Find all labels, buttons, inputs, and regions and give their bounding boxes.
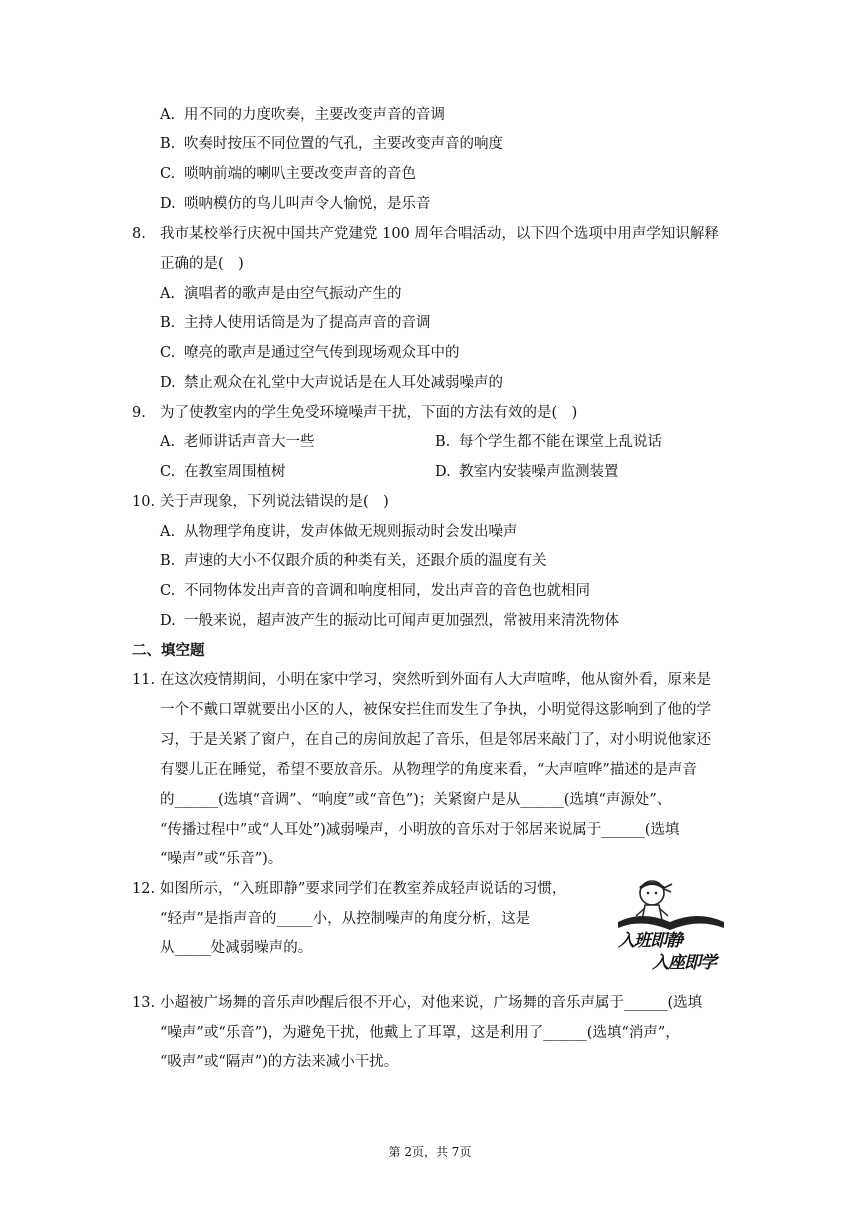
- option-letter: B.: [435, 434, 451, 450]
- q12-line: “轻声”是指声音的_____小，从控制噪声的角度分析，这是: [160, 911, 531, 927]
- q8-option-d: [160, 373, 503, 393]
- option-letter: A.: [160, 286, 176, 302]
- q8-stem-line: 我市某校举行庆祝中国共产党建党 100 周年合唱活动，以下四个选项中用声学知识解释: [160, 226, 719, 242]
- option-text: 演唱者的歌声是由空气振动产生的: [184, 286, 402, 302]
- q13-line: “吸声”或“隔声”)的方法来减小干扰。: [160, 1054, 399, 1070]
- q8-number: 8.: [132, 226, 146, 242]
- figure-headband-tail: [664, 884, 672, 892]
- q11-line: 习，于是关紧了窗户，在自己的房间放起了音乐，但是邻居来敲门了，对小明说他家还: [160, 732, 711, 748]
- option-text: 唢呐前端的喇叭主要改变声音的音色: [184, 166, 416, 182]
- option-letter: D.: [435, 464, 451, 480]
- page-footer: 第 2页，共 7页: [388, 1145, 472, 1159]
- q9-option-a: [160, 432, 315, 452]
- q9-stem: 为了使教室内的学生免受环境噪声干扰，下面的方法有效的是( ): [160, 405, 578, 421]
- option-letter: C.: [160, 345, 176, 361]
- q10-option-a: [160, 522, 518, 542]
- option-letter: D.: [160, 613, 176, 629]
- option-letter: B.: [160, 553, 176, 569]
- option-letter: D.: [160, 375, 176, 391]
- q10-stem: 关于声现象，下列说法错误的是( ): [160, 494, 389, 510]
- option-letter: A.: [160, 434, 176, 450]
- q7-option-c: [160, 164, 416, 184]
- q11-line: 一个不戴口罩就要出小区的人，被保安拦住而发生了争执，小明觉得这影响到了他的学: [160, 702, 711, 718]
- q13-line: 小超被广场舞的音乐声吵醒后很不开心，对他来说，广场舞的音乐声属于______(选填: [160, 995, 703, 1011]
- option-text: 声速的大小不仅跟介质的种类有关，还跟介质的温度有关: [184, 553, 547, 569]
- q11-line: 的______(选填“音调”、“响度”或“音色”)；关紧窗户是从______(选填“声源处”、: [160, 792, 672, 808]
- q8-option-a: [160, 284, 402, 304]
- option-text: 嘹亮的歌声是通过空气传到现场观众耳中的: [184, 345, 460, 361]
- option-text: 一般来说，超声波产生的振动比可闻声更加强烈，常被用来清洗物体: [184, 613, 619, 629]
- q13-number: 13.: [132, 995, 156, 1011]
- figure-eye: [655, 892, 658, 895]
- q12-figure: [612, 876, 732, 976]
- q13-line: “噪声”或“乐音”)，为避免干扰，他戴上了耳罩，这是利用了______(选填“消声”，: [160, 1025, 680, 1041]
- option-letter: C.: [160, 583, 176, 599]
- q9-option-c: [160, 462, 286, 482]
- q8-stem-line: 正确的是( ): [160, 256, 244, 272]
- option-text: 吹奏时按压不同位置的气孔，主要改变声音的响度: [184, 136, 503, 152]
- q7-option-b: [160, 134, 503, 154]
- option-letter: B.: [160, 136, 176, 152]
- q11-number: 11.: [132, 672, 156, 688]
- q10-option-c: [160, 581, 590, 601]
- q9-option-d: [435, 462, 619, 482]
- q8-option-c: [160, 343, 460, 363]
- option-text: 每个学生都不能在课堂上乱说话: [459, 434, 662, 450]
- option-letter: D.: [160, 196, 176, 212]
- figure-eye: [647, 892, 650, 895]
- option-text: 从物理学角度讲，发声体做无规则振动时会发出噪声: [184, 524, 518, 540]
- figure-caption-line: 入座即学: [652, 953, 716, 973]
- q10-option-b: [160, 551, 547, 571]
- option-letter: A.: [160, 107, 176, 123]
- q10-option-d: [160, 611, 619, 631]
- option-text: 用不同的力度吹奏，主要改变声音的音调: [184, 107, 445, 123]
- q8-option-b: [160, 313, 431, 333]
- option-letter: B.: [160, 315, 176, 331]
- figure-caption-line: 入班即静: [618, 931, 682, 951]
- q11-line: “传播过程中”或“人耳处”)减弱噪声，小明放的音乐对于邻居来说属于______(选填: [160, 822, 680, 838]
- q7-option-d: [160, 194, 431, 214]
- option-text: 唢呐模仿的鸟儿叫声令人愉悦，是乐音: [184, 196, 431, 212]
- q12-line: 如图所示，“入班即静”要求同学们在教室养成轻声说话的习惯，: [160, 881, 567, 897]
- option-text: 不同物体发出声音的音调和响度相同，发出声音的音色也就相同: [184, 583, 590, 599]
- section-heading-fill-in: 二、填空题: [132, 642, 205, 659]
- q9-number: 9.: [132, 405, 146, 421]
- q11-line: 在这次疫情期间，小明在家中学习，突然听到外面有人大声喧哗，他从窗外看，原来是: [160, 672, 711, 688]
- option-text: 禁止观众在礼堂中大声说话是在人耳处减弱噪声的: [184, 375, 503, 391]
- q12-number: 12.: [132, 881, 156, 897]
- q9-option-b: [435, 432, 662, 452]
- option-letter: C.: [160, 464, 176, 480]
- q7-option-a: [160, 105, 445, 125]
- q12-line: 从_____处减弱噪声的。: [160, 940, 313, 956]
- option-letter: A.: [160, 524, 176, 540]
- q11-line: “噪声”或“乐音”)。: [160, 851, 283, 867]
- option-text: 老师讲话声音大一些: [184, 434, 315, 450]
- q10-number: 10.: [132, 494, 156, 510]
- option-text: 在教室周围植树: [184, 464, 286, 480]
- option-text: 教室内安装噪声监测装置: [459, 464, 619, 480]
- q11-line: 有婴儿正在睡觉，希望不要放音乐。从物理学的角度来看，“大声喧哗”描述的是声音: [160, 762, 697, 778]
- option-letter: C.: [160, 166, 176, 182]
- option-text: 主持人使用话筒是为了提高声音的音调: [184, 315, 431, 331]
